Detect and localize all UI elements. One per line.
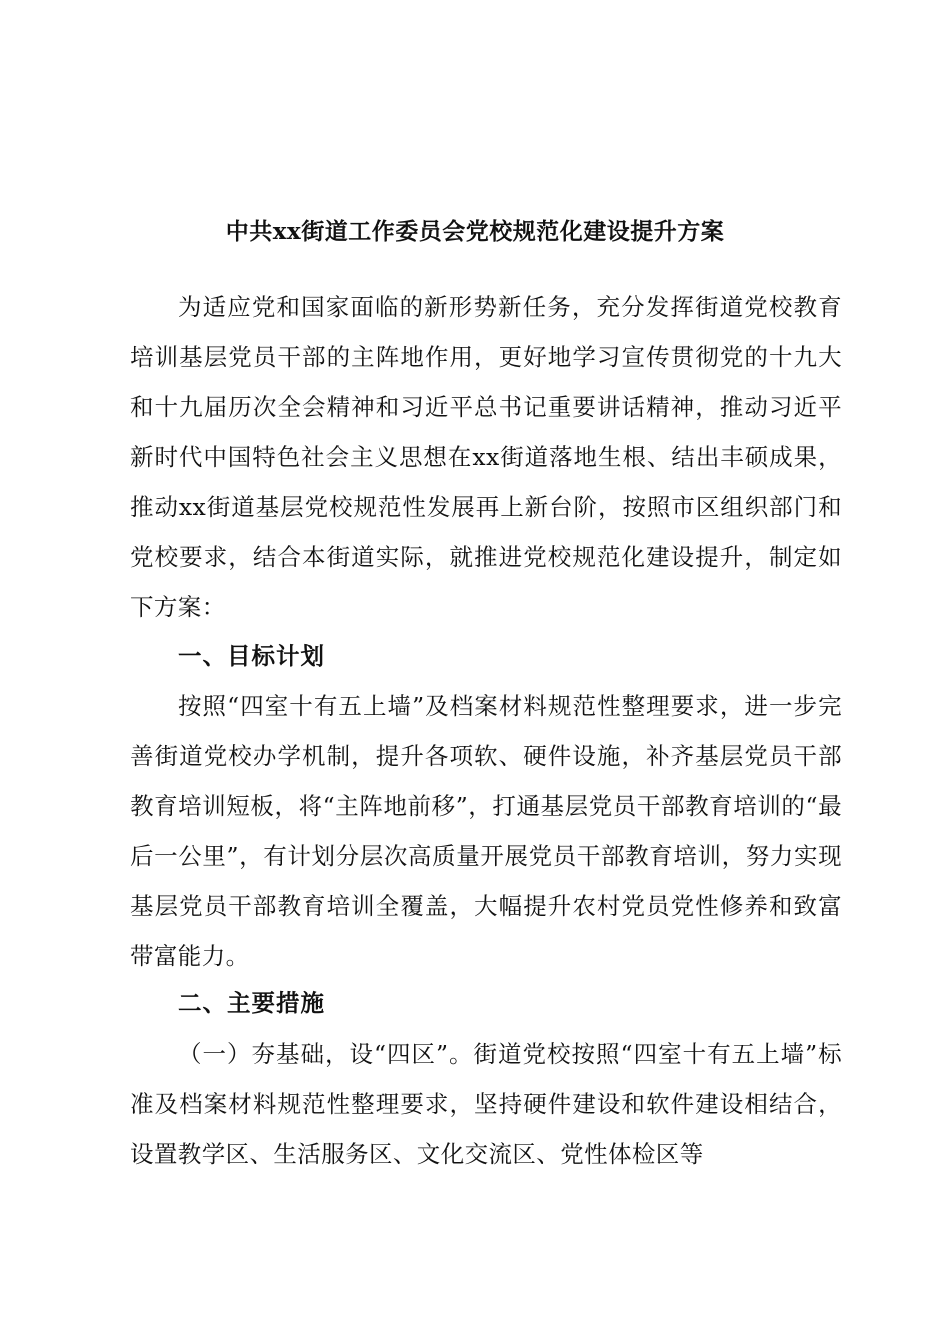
intro-paragraph: 为适应党和国家面临的新形势新任务，充分发挥街道党校教育培训基层党员干部的主阵地作用，更好地学习宣传贯彻党的十九大和十九届历次全会精神和习近平总书记重要讲话精神，推动习近平新时代中国特色社会主义思想在xx街道落地生根、结出丰硕成果，推动xx街道基层党校规范性发展再上新台阶，按照市区组织部门和党校要求，结合本街道实际，就推进党校规范化建设提升，制定如下方案： [130,293,842,621]
section-heading-measures: 二、主要措施 [178,989,325,1017]
goals-paragraph: 按照“四室十有五上墙”及档案材料规范性整理要求，进一步完善街道党校办学机制，提升各项软、硬件设施，补齐基层党员干部教育培训短板，将“主阵地前移”，打通基层党员干部教育培训的“最后一公里”，有计划分层次高质量开展党员干部教育培训，努力实现基层党员干部教育培训全覆盖，大幅提升农村党员党性修养和致富带富能力。 [130,692,842,970]
document-title: 中共xx街道工作委员会党校规范化建设提升方案 [225,218,725,245]
measures-paragraph: （一）夯基础，设“四区”。街道党校按照“四室十有五上墙”标准及档案材料规范性整理要求，坚持硬件建设和软件建设相结合，设置教学区、生活服务区、文化交流区、党性体检区等 [130,1040,842,1168]
section-heading-goals: 一、目标计划 [178,642,325,670]
